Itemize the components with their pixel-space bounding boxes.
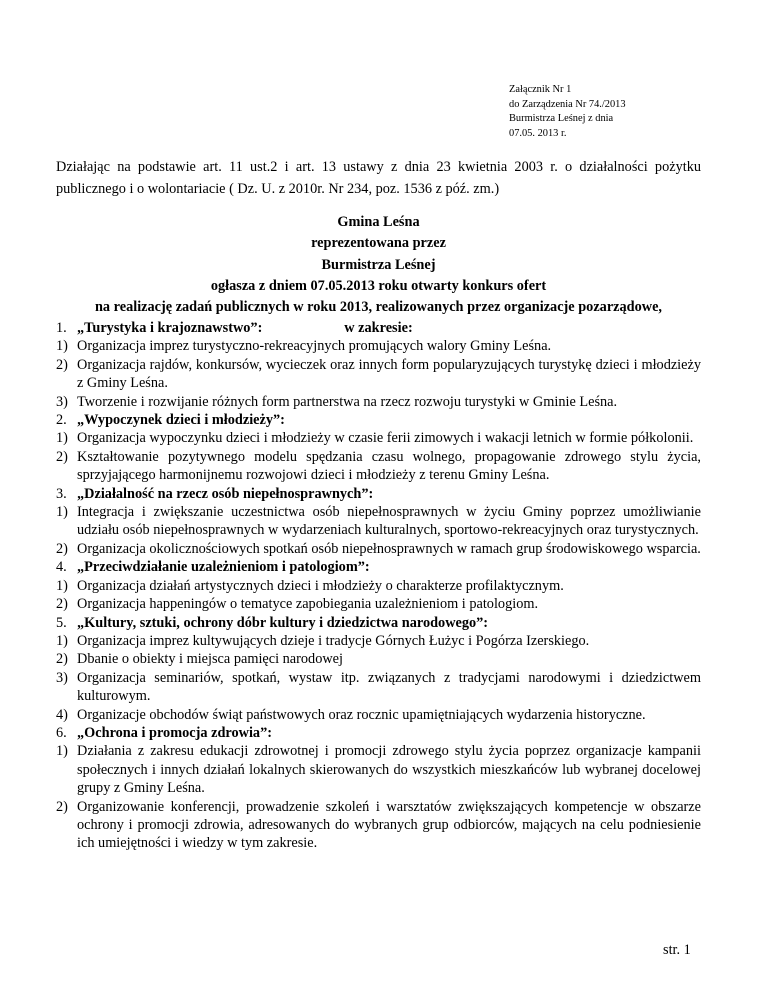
list-item <box>56 595 701 613</box>
item-number: 1) <box>56 338 68 355</box>
list-item <box>56 669 701 706</box>
section-number: 2. <box>56 412 67 429</box>
heading-line: na realizację zadań publicznych w roku 2013, realizowanych przez organizacje pozarządowe, <box>94 299 663 316</box>
section-heading <box>56 558 701 576</box>
section-heading <box>56 724 701 742</box>
section-title: „Działalność na rzecz osób niepełnosprawnych”: <box>77 485 374 502</box>
annex-note <box>509 83 626 141</box>
section-heading <box>56 411 701 429</box>
item-text: Kształtowanie pozytywnego modelu spędzania czasu wolnego, propagowanie zdrowego stylu życia, sprzyjającego harmonijnemu rozwojowi dzieci i młodzieży z terenu Gminy Leśna. <box>77 448 701 484</box>
list-item <box>56 798 701 853</box>
intro-paragraph: Działając na podstawie art. 11 ust.2 i art. 13 ustawy z dnia 23 kwietnia 2003 r. o działalności pożytku publicznego i o wolontariacie ( Dz. U. z 2010r. Nr 234, poz. 1536 z póź. zm.) <box>56 159 701 197</box>
item-number: 3) <box>56 669 68 686</box>
section-number: 1. <box>56 320 67 336</box>
item-text: Organizacja okolicznościowych spotkań osób niepełnosprawnych w ramach grup środowiskowego wsparcia. <box>77 540 701 557</box>
section-number: 4. <box>56 559 67 576</box>
item-number: 2) <box>56 651 68 668</box>
section-heading <box>56 319 701 337</box>
annex-line: Burmistrza Leśnej z dnia <box>509 113 614 125</box>
item-text: Integracja i zwiększanie uczestnictwa osób niepełnosprawnych w życiu Gminy poprzez umożliwianie udziału osób niepełnosprawnych w wydarzeniach kulturalnych, sportowo-rekreacyjnych oraz turystycznych. <box>77 504 701 539</box>
list-item <box>56 650 701 668</box>
item-text: Organizacja wypoczynku dzieci i młodzieży w czasie ferii zimowych i wakacji letnich w formie półkolonii. <box>77 430 694 447</box>
item-text: Dbanie o obiekty i miejsca pamięci narodowej <box>77 651 343 668</box>
list-item <box>56 632 701 650</box>
list-item <box>56 429 701 447</box>
section-title: „Turystyka i krajoznawstwo”: <box>77 320 263 336</box>
section-heading <box>56 614 701 632</box>
list-item <box>56 577 701 595</box>
section-title: „Przeciwdziałanie uzależnieniom i patologiom”: <box>77 559 370 576</box>
item-number: 2) <box>56 596 68 613</box>
item-number: 1) <box>56 577 68 594</box>
list-item <box>56 356 701 393</box>
list-item <box>56 337 701 355</box>
item-text: Tworzenie i rozwijanie różnych form partnerstwa na rzecz rozwoju turystyki w Gminie Leśna. <box>77 393 618 410</box>
page-number: str. 1 <box>663 942 691 958</box>
section-title: „Ochrona i promocja zdrowia”: <box>77 724 272 741</box>
section-title: „Kultury, sztuki, ochrony dóbr kultury i dziedzictwa narodowego”: <box>77 614 489 631</box>
heading-line: Burmistrza Leśnej <box>321 256 436 273</box>
item-number: 3) <box>56 393 68 410</box>
heading-line: Gmina Leśna <box>337 214 420 230</box>
list-item <box>56 448 701 485</box>
section-heading <box>56 485 701 503</box>
annex-line: Załącznik Nr 1 <box>509 84 572 95</box>
task-list <box>56 319 701 853</box>
item-number: 2) <box>56 356 68 373</box>
heading-line: w zakresie: <box>344 320 413 337</box>
list-item <box>56 706 701 724</box>
section-title: „Wypoczynek dzieci i młodzieży”: <box>77 412 285 429</box>
list-item <box>56 503 701 540</box>
item-number: 2) <box>56 540 68 557</box>
item-number: 1) <box>56 632 68 649</box>
item-text: Organizacja imprez turystyczno-rekreacyjnych promujących walory Gminy Leśna. <box>77 338 552 355</box>
item-number: 2) <box>56 798 68 815</box>
item-text: Organizacja happeningów o tematyce zapobiegania uzależnieniom i patologiom. <box>77 596 539 613</box>
section-number: 3. <box>56 485 67 502</box>
item-number: 4) <box>56 706 68 723</box>
heading-line: reprezentowana przez <box>311 235 446 252</box>
item-text: Działania z zakresu edukacji zdrowotnej i promocji zdrowego stylu życia poprzez organizacje kampanii społecznych i innych działań lokalnych skierowanych do wszystkich mieszkańców lub wybranej docelowej grupy z Gminy Leśna. <box>77 743 701 797</box>
item-number: 1) <box>56 504 68 521</box>
heading-line: ogłasza z dniem 07.05.2013 roku otwarty konkurs ofert <box>210 277 547 294</box>
section-number: 5. <box>56 614 67 631</box>
annex-line: do Zarządzenia Nr 74./2013 <box>509 98 626 110</box>
item-text: Organizacja imprez kultywujących dzieje i tradycje Górnych Łużyc i Pogórza Izerskiego. <box>77 632 590 649</box>
item-text: Organizowanie konferencji, prowadzenie szkoleń i warsztatów zwiększających kompetencje w obszarze ochrony i promocji zdrowia, adresowanych do wybranych grup odbiorców, mających na celu podniesienie ich umiejętności i wiedzy w tym zakresie. <box>77 798 701 852</box>
item-text: Organizacja działań artystycznych dzieci i młodzieży o charakterze profilaktycznym. <box>77 577 564 594</box>
item-text: Organizacje obchodów świąt państwowych oraz rocznic upamiętniających wydarzenia historyczne. <box>77 706 646 723</box>
item-number: 1) <box>56 743 68 760</box>
item-number: 1) <box>56 430 68 447</box>
list-item <box>56 742 701 797</box>
list-item <box>56 540 701 558</box>
item-text: Organizacja rajdów, konkursów, wycieczek oraz innych form popularyzujących turystykę dzieci i młodzieży z Gminy Leśna. <box>77 356 701 392</box>
item-text: Organizacja seminariów, spotkań, wystaw itp. związanych z tradycjami narodowymi i dziedzictwem kulturowym. <box>77 669 701 705</box>
list-item <box>56 393 701 411</box>
section-number: 6. <box>56 724 67 741</box>
item-number: 2) <box>56 448 68 465</box>
annex-line: 07.05. 2013 r. <box>509 127 567 139</box>
